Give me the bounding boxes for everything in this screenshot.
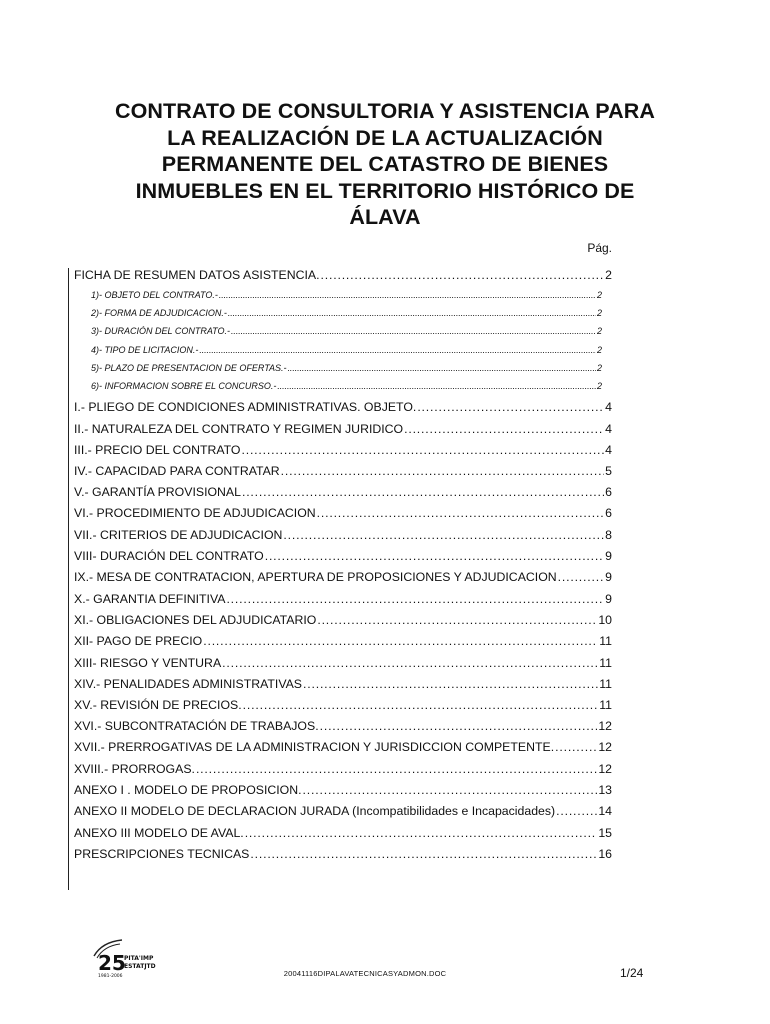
toc-entry-text: VIII- DURACIÓN DEL CONTRATO — [74, 549, 264, 563]
toc-entry-text: XI.- OBLIGACIONES DEL ADJUDICATARIO — [74, 613, 317, 627]
toc-page-number: 5 — [605, 464, 612, 478]
toc-leader-dots — [265, 549, 604, 563]
toc-entry[interactable] — [74, 677, 612, 691]
toc-page-number: 8 — [605, 528, 612, 542]
toc-page-number: 11 — [599, 698, 612, 712]
toc-leader-dots — [228, 308, 596, 318]
toc-page-number: 12 — [598, 740, 612, 754]
toc-leader-dots — [555, 740, 597, 754]
toc-leader-dots — [242, 485, 604, 499]
toc-subentry[interactable] — [91, 308, 602, 318]
toc-subentry[interactable] — [91, 381, 602, 391]
toc-entry[interactable] — [74, 268, 612, 282]
toc-leader-dots — [288, 363, 596, 373]
toc-page-number: 9 — [605, 592, 612, 606]
toc-entry[interactable] — [74, 656, 612, 670]
toc-page-number: 2 — [605, 268, 612, 282]
toc-entry-text: 5)- PLAZO DE PRESENTACION DE OFERTAS.- — [91, 363, 287, 373]
toc-page-number: 4 — [605, 422, 612, 436]
toc-entry-text: XVIII.- PRORROGAS. — [74, 762, 195, 776]
toc-entry-text: XVI.- SUBCONTRATACIÓN DE TRABAJOS. — [74, 719, 319, 733]
toc-entry[interactable] — [74, 804, 612, 818]
toc-page-number: 11 — [599, 656, 612, 670]
toc-entry[interactable] — [74, 592, 612, 606]
toc-entry-text: XII- PAGO DE PRECIO — [74, 634, 203, 648]
toc-leader-dots — [226, 592, 604, 606]
toc-entry-text: VII.- CRITERIOS DE ADJUDICACION — [74, 528, 283, 542]
toc-subentry[interactable] — [91, 290, 602, 300]
toc-entry[interactable] — [74, 826, 612, 840]
toc-page-number: 2 — [596, 326, 602, 336]
title-line: ÁLAVA — [349, 205, 421, 229]
toc-entry[interactable] — [74, 570, 612, 584]
toc-leader-dots — [283, 528, 604, 542]
toc-leader-dots — [303, 677, 598, 691]
toc-entry[interactable] — [74, 464, 612, 478]
toc-entry[interactable] — [74, 762, 612, 776]
toc-page-number: 6 — [605, 506, 612, 520]
svg-text:25: 25 — [98, 951, 126, 975]
toc-entry-text: 1)- OBJETO DEL CONTRATO.- — [91, 290, 218, 300]
toc-entry-text: III.- PRECIO DEL CONTRATO — [74, 443, 241, 457]
toc-entry-text: 3)- DURACIÓN DEL CONTRATO.- — [91, 326, 231, 336]
toc-leader-dots — [196, 762, 597, 776]
toc-page-number: 9 — [605, 549, 612, 563]
toc-entry-text: VI.- PROCEDIMIENTO DE ADJUDICACION — [74, 506, 316, 520]
toc-leader-dots — [317, 506, 605, 520]
toc-entry-text: II.- NATURALEZA DEL CONTRATO Y REGIMEN JURIDICO — [74, 422, 404, 436]
toc-page-number: 15 — [598, 826, 612, 840]
toc-page-number: 14 — [598, 804, 612, 818]
toc-page-number: 2 — [596, 290, 602, 300]
toc-page-number: 2 — [596, 381, 602, 391]
toc-page-number: 2 — [596, 345, 602, 355]
toc-entry[interactable] — [74, 549, 612, 563]
toc-page-number: 4 — [605, 443, 612, 457]
toc-entry[interactable] — [74, 719, 612, 733]
toc-leader-dots — [250, 847, 597, 861]
logo-icon — [88, 936, 168, 980]
toc-entry[interactable] — [74, 613, 612, 627]
toc-entry[interactable] — [74, 443, 612, 457]
toc-entry-text: 2)- FORMA DE ADJUDICACION.- — [91, 308, 227, 318]
toc-entry[interactable] — [74, 847, 612, 861]
toc-leader-dots — [320, 719, 598, 733]
title-line: INMUEBLES EN EL TERRITORIO HISTÓRICO DE — [135, 178, 635, 203]
toc-leader-dots — [281, 464, 604, 478]
logo-text: 1981-2006 — [98, 974, 123, 979]
toc-entry-text: 4)- TIPO DE LICITACION.- — [91, 345, 199, 355]
toc-leader-dots — [203, 634, 598, 648]
toc-entry[interactable] — [74, 400, 612, 414]
toc-page-number: 11 — [599, 634, 612, 648]
title-line: CONTRATO DE CONSULTORIA Y ASISTENCIA PARA — [114, 99, 656, 123]
toc-page-number: 6 — [605, 485, 612, 499]
toc-entry[interactable] — [74, 698, 612, 712]
toc-entry-text: XIII- RIESGO Y VENTURA — [74, 656, 222, 670]
toc-page-number: 13 — [598, 783, 612, 797]
toc-leader-dots — [558, 570, 605, 584]
toc-entry-text: IV.- CAPACIDAD PARA CONTRATAR — [74, 464, 280, 478]
toc-leader-dots — [219, 290, 596, 300]
page-column-label: Pág. — [587, 241, 612, 255]
toc-entry-text: 6)- INFORMACION SOBRE EL CONCURSO.- — [91, 381, 277, 391]
toc-leader-dots — [321, 268, 605, 282]
toc-page-number: 11 — [599, 677, 612, 691]
toc-entry-text: IX.- MESA DE CONTRATACION, APERTURA DE PROPOSICIONES Y ADJUDICACION — [74, 570, 557, 584]
toc-subentry[interactable] — [91, 363, 602, 373]
toc-leader-dots — [556, 804, 597, 818]
footer-page-indicator: 1/24 — [620, 966, 644, 980]
toc-entry[interactable] — [74, 740, 612, 754]
toc-entry-text: PRESCRIPCIONES TECNICAS — [74, 847, 250, 861]
toc-leader-dots — [222, 656, 598, 670]
toc-leader-dots — [243, 698, 599, 712]
toc-entry-text: ANEXO I . MODELO DE PROPOSICION. — [74, 783, 302, 797]
toc-page-number: 2 — [596, 308, 602, 318]
change-bar — [68, 268, 69, 890]
toc-page-number: 2 — [596, 363, 602, 373]
toc-entry[interactable] — [74, 506, 612, 520]
toc-leader-dots — [417, 400, 604, 414]
toc-entry-text: FICHA DE RESUMEN DATOS ASISTENCIA. — [74, 268, 320, 282]
toc-entry-text: ANEXO III MODELO DE AVAL. — [74, 826, 244, 840]
toc-leader-dots — [245, 826, 598, 840]
toc-entry-text: ANEXO II MODELO DE DECLARACION JURADA (Incompatibilidades e Incapacidades) — [74, 804, 556, 818]
toc-page-number: 12 — [598, 762, 612, 776]
toc-entry[interactable] — [74, 422, 612, 436]
toc-entry-text: X.- GARANTIA DEFINITIVA — [74, 592, 226, 606]
toc-subentry[interactable] — [91, 326, 602, 336]
toc-leader-dots — [241, 443, 604, 457]
logo-text: PITA'IMP — [124, 955, 154, 962]
toc-leader-dots — [317, 613, 597, 627]
title-line: PERMANENTE DEL CATASTRO DE BIENES — [161, 152, 609, 176]
toc-leader-dots — [404, 422, 604, 436]
toc-leader-dots — [277, 381, 596, 391]
toc-entry-text: V.- GARANTÍA PROVISIONAL — [74, 485, 241, 499]
toc-entry[interactable] — [74, 485, 612, 499]
toc-entry-text: I.- PLIEGO DE CONDICIONES ADMINISTRATIVAS. OBJETO. — [74, 400, 417, 414]
toc-entry[interactable] — [74, 634, 612, 648]
toc-leader-dots — [231, 326, 596, 336]
title-line: LA REALIZACIÓN DE LA ACTUALIZACIÓN — [167, 125, 603, 150]
toc-page-number: 16 — [598, 847, 612, 861]
toc-entry-text: XIV.- PENALIDADES ADMINISTRATIVAS — [74, 677, 303, 691]
toc-leader-dots — [303, 783, 598, 797]
toc-entry[interactable] — [74, 783, 612, 797]
toc-page-number: 4 — [605, 400, 612, 414]
toc-page-number: 9 — [605, 570, 612, 584]
toc-leader-dots — [199, 345, 596, 355]
footer-filename: 20041116DIPALAVATECNICASYADMON.DOC — [283, 969, 447, 978]
toc-page-number: 12 — [598, 719, 612, 733]
toc-page-number: 10 — [598, 613, 612, 627]
document-title — [60, 98, 710, 231]
logo-text: ESTATJTD — [124, 963, 156, 970]
toc-subentry[interactable] — [91, 345, 602, 355]
toc-entry[interactable] — [74, 528, 612, 542]
toc-entry-text: XV.- REVISIÓN DE PRECIOS. — [74, 698, 242, 712]
toc-entry-text: XVII.- PRERROGATIVAS DE LA ADMINISTRACION Y JURISDICCION COMPETENTE. — [74, 740, 555, 754]
